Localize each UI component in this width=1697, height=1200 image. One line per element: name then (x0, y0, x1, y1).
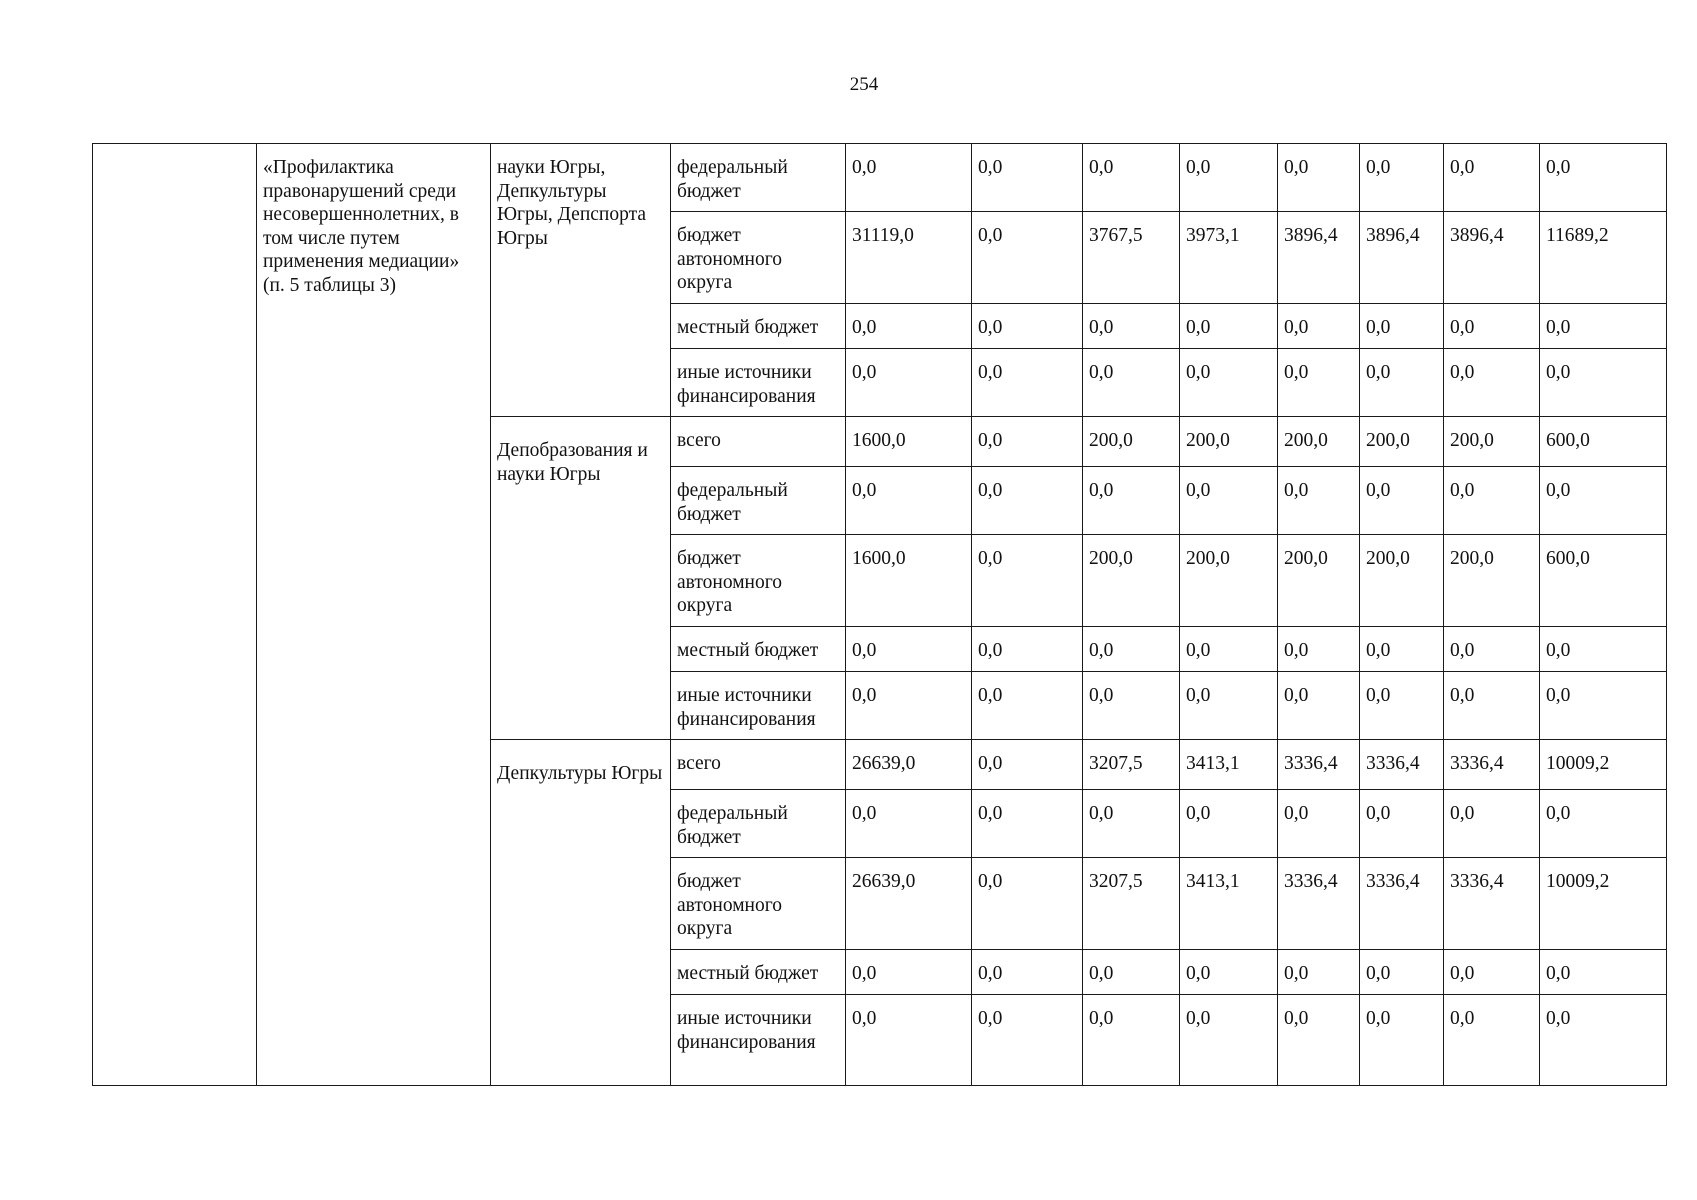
value-cell: 0,0 (1278, 304, 1360, 349)
value-cell: 10009,2 (1540, 740, 1667, 790)
executor-cell: науки Югры, Депкультуры Югры, Депспорта Югры (491, 144, 671, 417)
measure-cell: «Профилактика правонарушений среди несовершеннолетних, в том числе путем применения медиации» (п. 5 таблицы 3) (257, 144, 491, 1086)
value-cell: 200,0 (1180, 535, 1278, 627)
funding-source-cell: федеральный бюджет (671, 467, 846, 535)
value-cell: 0,0 (1278, 950, 1360, 995)
value-cell: 0,0 (972, 144, 1083, 212)
value-cell: 0,0 (1180, 790, 1278, 858)
value-cell: 0,0 (1083, 627, 1180, 672)
value-cell: 600,0 (1540, 535, 1667, 627)
value-cell: 200,0 (1278, 417, 1360, 467)
value-cell: 200,0 (1180, 417, 1278, 467)
value-cell: 0,0 (1180, 995, 1278, 1086)
value-cell: 200,0 (1083, 417, 1180, 467)
value-cell: 0,0 (1360, 467, 1444, 535)
value-cell: 0,0 (1083, 790, 1180, 858)
value-cell: 0,0 (1360, 995, 1444, 1086)
value-cell: 0,0 (1180, 349, 1278, 417)
value-cell: 0,0 (1444, 467, 1540, 535)
funding-source-cell: бюджет автономного округа (671, 858, 846, 950)
value-cell: 0,0 (1540, 467, 1667, 535)
value-cell: 0,0 (1278, 467, 1360, 535)
value-cell: 0,0 (1444, 304, 1540, 349)
value-cell: 3336,4 (1444, 740, 1540, 790)
funding-source-cell: всего (671, 417, 846, 467)
value-cell: 3767,5 (1083, 212, 1180, 304)
funding-source-cell: местный бюджет (671, 950, 846, 995)
value-cell: 0,0 (846, 995, 972, 1086)
financing-table (92, 143, 1667, 1086)
value-cell: 3973,1 (1180, 212, 1278, 304)
value-cell: 200,0 (1083, 535, 1180, 627)
value-cell: 0,0 (1278, 672, 1360, 740)
value-cell: 0,0 (1540, 790, 1667, 858)
value-cell: 0,0 (1444, 672, 1540, 740)
value-cell: 0,0 (972, 417, 1083, 467)
value-cell: 0,0 (972, 740, 1083, 790)
funding-source-cell: бюджет автономного округа (671, 535, 846, 627)
value-cell: 0,0 (1083, 349, 1180, 417)
value-cell: 200,0 (1360, 535, 1444, 627)
funding-source-cell: федеральный бюджет (671, 790, 846, 858)
value-cell: 0,0 (846, 950, 972, 995)
value-cell: 0,0 (1278, 627, 1360, 672)
funding-source-cell: иные источники финансирования (671, 995, 846, 1086)
value-cell: 0,0 (972, 212, 1083, 304)
value-cell: 0,0 (846, 467, 972, 535)
value-cell: 0,0 (1083, 995, 1180, 1086)
value-cell: 0,0 (1444, 144, 1540, 212)
value-cell: 3896,4 (1278, 212, 1360, 304)
value-cell: 0,0 (1083, 144, 1180, 212)
value-cell: 200,0 (1444, 417, 1540, 467)
value-cell: 11689,2 (1540, 212, 1667, 304)
value-cell: 0,0 (1360, 790, 1444, 858)
value-cell: 0,0 (1540, 144, 1667, 212)
funding-source-cell: всего (671, 740, 846, 790)
value-cell: 3207,5 (1083, 740, 1180, 790)
value-cell: 0,0 (846, 349, 972, 417)
page-number: 254 (849, 74, 879, 95)
value-cell: 3896,4 (1360, 212, 1444, 304)
value-cell: 26639,0 (846, 740, 972, 790)
value-cell: 0,0 (1083, 304, 1180, 349)
value-cell: 3413,1 (1180, 858, 1278, 950)
value-cell: 0,0 (972, 535, 1083, 627)
funding-source-cell: местный бюджет (671, 304, 846, 349)
value-cell: 0,0 (1540, 672, 1667, 740)
funding-source-cell: бюджет автономного округа (671, 212, 846, 304)
funding-source-cell: местный бюджет (671, 627, 846, 672)
executor-cell: Депкультуры Югры (491, 740, 671, 1086)
executor-cell: Депобразования и науки Югры (491, 417, 671, 740)
value-cell: 0,0 (1278, 995, 1360, 1086)
value-cell: 3336,4 (1278, 858, 1360, 950)
value-cell: 0,0 (1444, 790, 1540, 858)
value-cell: 0,0 (1180, 627, 1278, 672)
value-cell: 0,0 (1540, 995, 1667, 1086)
value-cell: 0,0 (1540, 304, 1667, 349)
table-body (93, 144, 1667, 1086)
value-cell: 1600,0 (846, 417, 972, 467)
value-cell: 0,0 (846, 672, 972, 740)
value-cell: 3207,5 (1083, 858, 1180, 950)
value-cell: 0,0 (1278, 144, 1360, 212)
value-cell: 0,0 (1360, 672, 1444, 740)
value-cell: 0,0 (972, 950, 1083, 995)
value-cell: 0,0 (1360, 349, 1444, 417)
value-cell: 0,0 (846, 790, 972, 858)
value-cell: 0,0 (972, 627, 1083, 672)
program-cell (93, 144, 257, 1086)
value-cell: 0,0 (1360, 950, 1444, 995)
value-cell: 0,0 (1083, 950, 1180, 995)
table-row (93, 144, 1667, 212)
value-cell: 0,0 (846, 627, 972, 672)
value-cell: 0,0 (972, 349, 1083, 417)
value-cell: 0,0 (846, 144, 972, 212)
value-cell: 0,0 (1278, 790, 1360, 858)
funding-source-cell: федеральный бюджет (671, 144, 846, 212)
value-cell: 0,0 (1083, 467, 1180, 535)
value-cell: 10009,2 (1540, 858, 1667, 950)
value-cell: 0,0 (1540, 950, 1667, 995)
value-cell: 0,0 (1360, 144, 1444, 212)
value-cell: 3896,4 (1444, 212, 1540, 304)
value-cell: 3336,4 (1360, 740, 1444, 790)
value-cell: 0,0 (972, 790, 1083, 858)
value-cell: 0,0 (846, 304, 972, 349)
funding-source-cell: иные источники финансирования (671, 349, 846, 417)
value-cell: 600,0 (1540, 417, 1667, 467)
funding-source-cell: иные источники финансирования (671, 672, 846, 740)
value-cell: 0,0 (1180, 467, 1278, 535)
value-cell: 3336,4 (1360, 858, 1444, 950)
value-cell: 0,0 (972, 304, 1083, 349)
value-cell: 200,0 (1278, 535, 1360, 627)
value-cell: 3336,4 (1278, 740, 1360, 790)
value-cell: 200,0 (1360, 417, 1444, 467)
value-cell: 0,0 (1180, 672, 1278, 740)
value-cell: 0,0 (972, 467, 1083, 535)
value-cell: 200,0 (1444, 535, 1540, 627)
value-cell: 0,0 (1180, 144, 1278, 212)
value-cell: 0,0 (1180, 950, 1278, 995)
value-cell: 0,0 (1540, 349, 1667, 417)
value-cell: 1600,0 (846, 535, 972, 627)
value-cell: 0,0 (1444, 627, 1540, 672)
value-cell: 0,0 (1360, 304, 1444, 349)
value-cell: 0,0 (972, 995, 1083, 1086)
value-cell: 0,0 (1360, 627, 1444, 672)
value-cell: 0,0 (972, 672, 1083, 740)
value-cell: 0,0 (1540, 627, 1667, 672)
value-cell: 3413,1 (1180, 740, 1278, 790)
value-cell: 0,0 (1083, 672, 1180, 740)
value-cell: 0,0 (972, 858, 1083, 950)
value-cell: 0,0 (1444, 950, 1540, 995)
value-cell: 0,0 (1180, 304, 1278, 349)
value-cell: 31119,0 (846, 212, 972, 304)
value-cell: 0,0 (1278, 349, 1360, 417)
value-cell: 26639,0 (846, 858, 972, 950)
value-cell: 0,0 (1444, 995, 1540, 1086)
value-cell: 3336,4 (1444, 858, 1540, 950)
value-cell: 0,0 (1444, 349, 1540, 417)
